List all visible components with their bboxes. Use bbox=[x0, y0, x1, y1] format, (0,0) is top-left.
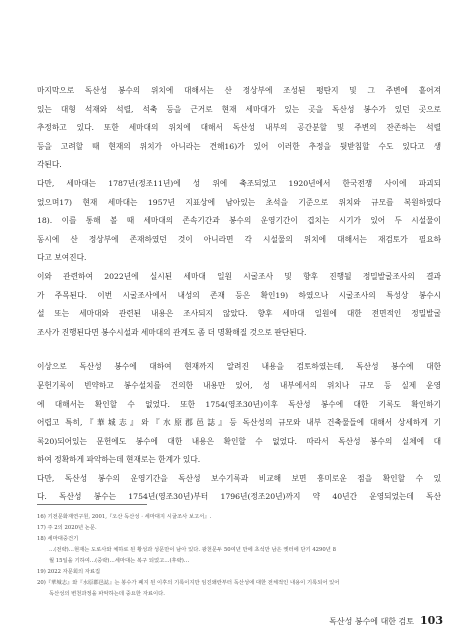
text-line: 마지막으로 독산성 봉수의 위치에 대해서는 산 정상부에 조성된 평탄지 및 그 주변에 흩어져 bbox=[37, 86, 441, 95]
footnote-divider bbox=[37, 504, 147, 505]
text-line: 설 또는 세마대와 관련된 내용은 조사되지 않았다. 향후 세마대 일원에 대한 전면적인 정밀발굴 bbox=[37, 309, 441, 319]
text-line: 각된다. bbox=[37, 160, 62, 170]
paragraph bbox=[37, 358, 441, 470]
text-line: 동시에 산 정상부에 존재하였던 것이 아니라면 각 시설물의 위치에 대해서는 재검토가 필요하 bbox=[37, 234, 441, 244]
text-line: 등을 고려할 때 현재의 위치가 아니라는 견해16)가 있어 이러한 추정을 뒷받침할 수도 있다고 생 bbox=[37, 141, 441, 151]
running-title: 독산성 봉수에 대한 검토 bbox=[329, 617, 415, 626]
text-line: 가 주목된다. 이번 시굴조사에서 내성의 존재 등은 확인19) 하였으나 시굴조사의 특성상 봉수시 bbox=[37, 290, 441, 300]
footnote-continuation: 독산성의 변천과정을 파악하는데 중요한 자료이다. bbox=[49, 591, 165, 597]
paragraph bbox=[37, 82, 441, 175]
text-line: 이와 관련하여 2022년에 실시된 세마대 일원 시굴조사 및 향후 진행될 정밀발굴조사의 결과 bbox=[37, 271, 441, 281]
text-line: 조사가 진행된다면 봉수시설과 세마대의 관계도 좀 더 명확해질 것으로 판단된다. bbox=[37, 327, 307, 337]
footnote: 20)『華城志』와『水原郡邑誌』는 봉수가 폐지 된 이후의 기록이지만 임진왜란부터 독산성에 대한 전체적인 내용이 기록되어 있어 bbox=[37, 580, 340, 586]
text-line: 에 대해서는 확인할 수 없었다. 또한 1754(영조30년)이후 독산성 봉수에 대한 기록도 확인하기 bbox=[37, 399, 441, 409]
text-line: 18). 이를 통해 볼 때 세마대의 존속기간과 봉수의 운영기간이 겹치는 시기가 있어 두 시설물이 bbox=[37, 216, 441, 226]
text-line: 어렵고 특히,『華城志』와『水原郡邑誌』등 독산성의 규모와 내부 건축물들에 대해서 상세하게 기 bbox=[37, 418, 441, 428]
footnote: 16) 기전문화재연구원, 2001,『오산 독산성 · 세마대지 시굴조사 보고서』. bbox=[37, 514, 212, 520]
page-footer bbox=[329, 614, 443, 627]
paragraph bbox=[37, 470, 441, 507]
text-line: 다만, 독산성 봉수의 운영기간을 독산성 보수기록과 비교해 보면 흥미로운 점을 확인할 수 있 bbox=[37, 473, 441, 483]
paragraph bbox=[37, 175, 441, 268]
text-line: 었으며17) 현재 세마대는 1957년 지표상에 남아있는 초석을 기준으로 위치와 규모를 복원하였다 bbox=[37, 197, 441, 207]
text-line: 추정하고 있다. 또한 세마대의 위치에 대해서 독산성 내부의 공간분할 및 주변의 잔존하는 석렬 bbox=[37, 123, 441, 133]
footnote-quote: 월 15일을 기하여…(중략)…세마대는 복구 되었고…(후략)… bbox=[49, 558, 190, 564]
text-line: 다만, 세마대는 1787년(정조11년)에 성 위에 축조되었고 1920년에서 한국전쟁 사이에 파괴되 bbox=[37, 178, 441, 188]
paragraph bbox=[37, 268, 441, 342]
footnote-quote: …(전략)…현재는 도로사와 체하로 된 황성과 성문만이 남아 있다. 광천문두 50여년 만에 초석만 남은 옛터에 단기 4290년 8 bbox=[49, 547, 336, 553]
footnotes bbox=[37, 512, 441, 600]
text-line: 있는 대형 석재와 석렬, 석축 등을 근거로 현재 세마대가 있는 곳을 독산성 봉수가 있던 곳으로 bbox=[37, 104, 441, 114]
text-line: 다. 독산성 봉수는 1754년(영조30년)부터 1796년(정조20년)까지 약 40년간 운영되었는데 독산 bbox=[37, 492, 441, 502]
text-line: 이상으로 독산성 봉수에 대하여 현재까지 알려진 내용을 검토하였는데, 독산성 봉수에 대한 bbox=[37, 362, 441, 372]
footnote: 19) 2022 자문회의 자료집 bbox=[37, 569, 101, 575]
text-line: 록20)되어있는 문헌에도 봉수에 대한 내용은 확인할 수 없었다. 따라서 독산성 봉수의 실체에 대 bbox=[37, 436, 441, 446]
page-number: 103 bbox=[420, 614, 443, 627]
text-line: 다고 보여진다. bbox=[37, 253, 87, 263]
footnote: 18) 세마대중건기 bbox=[37, 536, 79, 542]
footnote: 17) 주 2의 2020년 논문. bbox=[37, 525, 97, 531]
text-line: 하여 정확하게 파악하는데 현재로는 한계가 있다. bbox=[37, 455, 201, 465]
text-line: 문헌기록이 빈약하고 봉수설치를 건의한 내용만 있어, 성 내부에서의 위치나 규모 등 실제 운영 bbox=[37, 380, 441, 390]
paragraph-gap bbox=[37, 342, 441, 358]
body-text bbox=[37, 82, 441, 507]
